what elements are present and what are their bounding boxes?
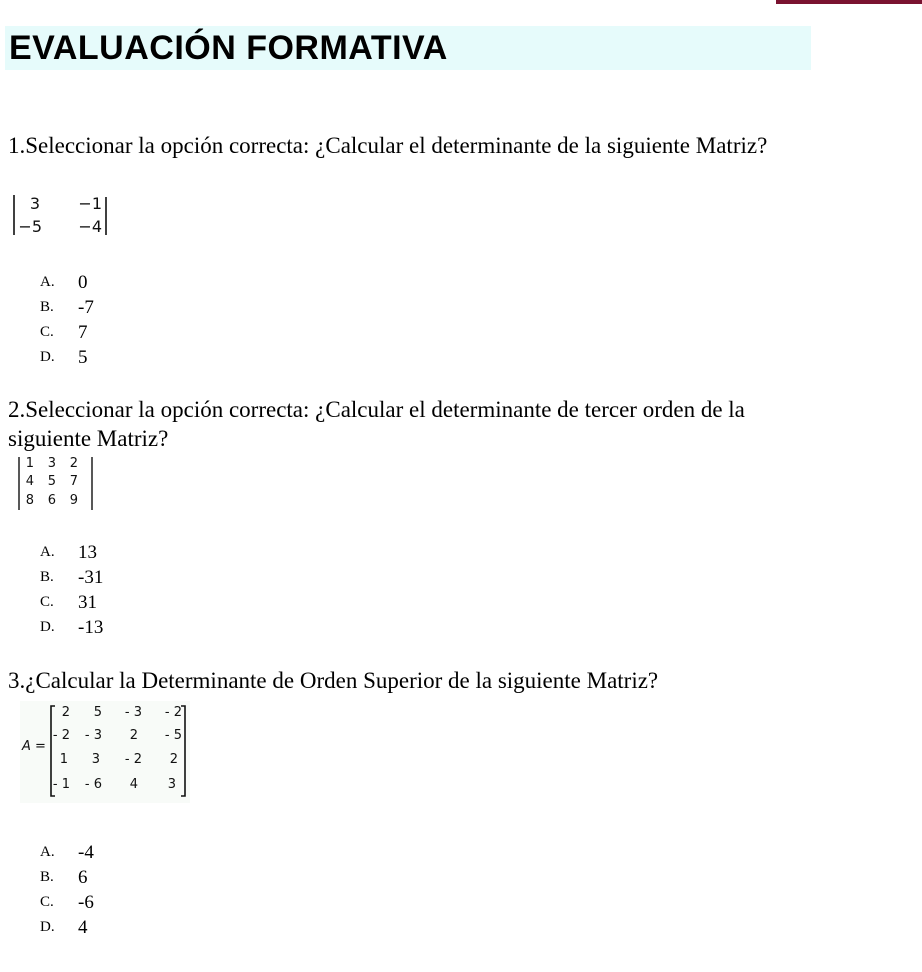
option-value: 5 [78, 347, 88, 368]
option-b[interactable] [40, 865, 94, 890]
question-2-matrix [18, 455, 94, 513]
option-c[interactable] [40, 590, 103, 615]
option-d[interactable] [40, 915, 94, 940]
matrix-cell: 4 [25, 474, 34, 489]
matrix-cell: 6 [47, 493, 56, 508]
matrix-cell: 2 [169, 752, 178, 767]
question-3-text: 3.¿Calcular la Determinante de Orden Superior de la siguiente Matriz? [8, 668, 659, 693]
option-letter: A. [40, 844, 55, 860]
matrix-cell: - 6 [84, 777, 102, 792]
option-a[interactable] [40, 540, 103, 565]
question-1-text: 1.Seleccionar la opción correcta: ¿Calcular el determinante de la siguiente Matriz? [8, 133, 768, 158]
option-value: 13 [78, 542, 97, 563]
matrix-cell: 4 [129, 777, 138, 792]
option-d[interactable] [40, 615, 103, 640]
matrix-cell: 5 [47, 474, 56, 489]
matrix-cell: 2 [61, 705, 70, 720]
option-value: 4 [78, 917, 88, 938]
option-letter: D. [40, 919, 55, 935]
option-d[interactable] [40, 345, 94, 370]
matrix-cell: 3 [47, 456, 56, 471]
matrix-cell: 9 [69, 493, 78, 508]
option-c[interactable] [40, 320, 94, 345]
top-accent-bar [776, 0, 922, 4]
option-b[interactable] [40, 565, 103, 590]
matrix-cell: 5 [93, 705, 102, 720]
question-1-options [40, 270, 94, 370]
option-letter: D. [40, 619, 55, 635]
option-value: 7 [78, 322, 88, 343]
option-value: 31 [78, 592, 97, 613]
page-title: EVALUACIÓN FORMATIVA [9, 29, 448, 67]
matrix-cell: - 2 [52, 728, 70, 743]
matrix-cell: 3 [29, 194, 40, 213]
option-letter: B. [40, 299, 54, 315]
option-value: 6 [78, 867, 88, 888]
question-1-matrix [12, 193, 108, 239]
option-letter: A. [40, 544, 55, 560]
matrix-cell: - 2 [164, 705, 182, 720]
matrix-cell: 1 [59, 752, 68, 767]
matrix-cell: 3 [167, 777, 176, 792]
question-3-matrix [20, 701, 190, 803]
matrix-cell: - 2 [124, 752, 142, 767]
option-value: -6 [78, 892, 94, 913]
option-a[interactable] [40, 840, 94, 865]
matrix-cell: −5 [18, 217, 42, 236]
matrix-cell: 7 [69, 474, 78, 489]
question-2-text: 2.Seleccionar la opción correcta: ¿Calcular el determinante de tercer orden de la siguiente Matriz? [8, 397, 745, 451]
option-b[interactable] [40, 295, 94, 320]
option-value: -13 [78, 617, 104, 638]
matrix-cell: - 1 [52, 777, 70, 792]
matrix-cell: - 3 [124, 705, 142, 720]
option-a[interactable] [40, 270, 94, 295]
option-letter: C. [40, 594, 54, 610]
option-value: -4 [78, 842, 94, 863]
option-value: 0 [78, 272, 88, 293]
option-letter: D. [40, 349, 55, 365]
option-letter: B. [40, 869, 54, 885]
option-letter: A. [40, 274, 55, 290]
matrix-cell: −1 [78, 194, 102, 213]
question-3-options [40, 840, 94, 940]
option-letter: C. [40, 324, 54, 340]
matrix-cell: - 3 [84, 728, 102, 743]
matrix-cell: 2 [129, 728, 138, 743]
option-letter: C. [40, 894, 54, 910]
matrix-cell: 1 [25, 456, 34, 471]
matrix-cell: −4 [78, 217, 102, 236]
option-value: -31 [78, 567, 104, 588]
matrix-cell: 8 [25, 493, 34, 508]
matrix-cell: 2 [69, 456, 78, 471]
option-value: -7 [78, 297, 94, 318]
matrix-cell: - 5 [164, 728, 182, 743]
matrix-label: A = [22, 739, 46, 754]
question-2-options [40, 540, 103, 640]
option-c[interactable] [40, 890, 94, 915]
option-letter: B. [40, 569, 54, 585]
matrix-cell: 3 [91, 752, 100, 767]
